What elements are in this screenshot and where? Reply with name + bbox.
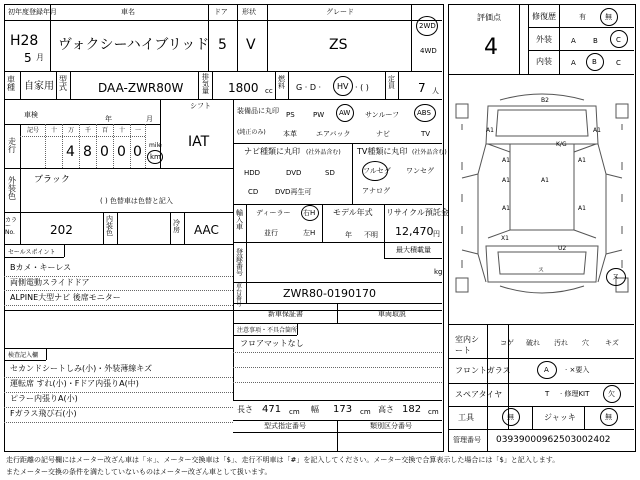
manage-label: 管理番号 — [453, 436, 481, 444]
spare-tire-none: 欠 — [608, 390, 615, 398]
plate-label: 車種 — [7, 75, 15, 92]
exterior-note: ( ) 色替車は色替と記入 — [100, 197, 173, 205]
front-glass-label: フロントガラス — [455, 366, 511, 375]
exterior-color: ブラック — [34, 175, 70, 185]
tv-analog: アナログ — [362, 187, 390, 195]
exterior-grade-c: C — [616, 36, 621, 44]
doors-value: 5 — [218, 37, 227, 53]
capacity-value: 7 — [418, 81, 426, 95]
interior-grade-a: A — [571, 59, 576, 67]
mark-kg: K/G — [556, 141, 567, 148]
mark-u2: U2 — [558, 245, 567, 252]
repair-no: 無 — [605, 13, 612, 21]
equip-tv: TV — [421, 130, 431, 138]
chassis-label: 車台番号 — [236, 283, 243, 308]
drive-2wd: 2WD — [419, 22, 436, 30]
interior-grade-b: B — [592, 58, 597, 66]
inspector-line-1: 運転席 すれ(小)・Fドア内張りA(中) — [10, 379, 139, 388]
chassis-value: ZWR80-0190170 — [283, 287, 377, 300]
ac-value: AAC — [194, 223, 219, 237]
tv-sub: (社外品含む) — [412, 149, 447, 156]
mileage-unit-mile: mile — [149, 142, 162, 149]
inspector-line-3: Fガラス飛び石(小) — [10, 409, 77, 418]
model-code: DAA-ZWR80W — [98, 81, 184, 95]
import-label: 輸入車 — [236, 209, 243, 231]
shift-label: シフト — [190, 102, 211, 110]
mileage-digit-1: 8 — [83, 144, 92, 160]
front-glass-replace: · ×要入 — [565, 366, 590, 374]
sheet-yogore: 汚れ — [554, 339, 568, 347]
mark-nu: ヌ — [612, 273, 619, 281]
shape-value: V — [246, 37, 256, 53]
mark-a1-3: A1 — [578, 157, 586, 164]
width-label: 幅 — [311, 405, 319, 414]
new-car-warranty: 新車保証書 — [268, 310, 303, 318]
mark-b2: B2 — [541, 97, 549, 104]
mark-a1-7: A1 — [578, 205, 586, 212]
tv-oneseg: ワンセグ — [406, 167, 434, 175]
manage-value: 03939000962503002402 — [496, 435, 611, 445]
exterior-label: 外装色 — [8, 176, 16, 201]
tools-value: 無 — [507, 413, 514, 421]
displacement-value: 1800 — [228, 81, 259, 95]
car-damage-diagram — [448, 74, 636, 324]
mileage-digit-0: 4 — [66, 144, 75, 160]
category-label: 類別区分番号 — [370, 422, 412, 430]
equip-navi: ナビ — [376, 130, 390, 138]
sales-point-1: 両側電動スライドドア — [10, 278, 90, 287]
equipment-label: 装備品に丸印 — [237, 107, 279, 115]
registration-label: 登録番号 — [236, 248, 243, 277]
mark-a1-5: A1 — [541, 177, 549, 184]
interior-grade-label: 内装 — [536, 57, 552, 66]
loading-label: 最大積載量 — [396, 246, 431, 254]
import-dealer: ディーラー — [256, 209, 291, 217]
model-year-value: 不明 — [364, 231, 378, 239]
mileage-digit-label-3: 千 — [85, 127, 92, 134]
navi-dvd: DVD — [286, 169, 302, 177]
shape-label: 形状 — [242, 8, 256, 16]
manual: 車両取説 — [378, 310, 406, 318]
sales-point-0: Bカメ・キーレス — [10, 263, 72, 272]
inspector-label: 検査記入欄 — [8, 352, 39, 359]
mark-x1: X1 — [501, 235, 509, 242]
repair-yes: 有 — [579, 13, 586, 21]
doors-label: ドア — [214, 8, 228, 16]
navi-label: ナビ種類に丸印 — [244, 147, 300, 156]
sheet-kizu: キズ — [605, 339, 619, 347]
jack-value: 無 — [605, 413, 612, 421]
mileage-digit-label-4: 百 — [102, 127, 109, 134]
tools-label: 工具 — [458, 413, 474, 422]
equip-airbag: エアバック — [316, 130, 351, 138]
mileage-digit-label-5: 十 — [119, 127, 126, 134]
capacity-unit: 人 — [432, 87, 439, 95]
import-parallel: 並行 — [264, 229, 278, 237]
loading-unit: kg — [434, 268, 443, 276]
mark-a1-0: A1 — [486, 127, 494, 134]
attention-label: 注意事項・不具合箇所 — [237, 327, 298, 334]
length-label: 長さ — [237, 405, 253, 414]
fuel-paren: · ( ) — [355, 83, 369, 92]
footer-line-2: またメーター交換の条件を満たしていないものはメーター改ざん車として扱います。 — [6, 468, 272, 476]
mark-su: ス — [538, 267, 545, 274]
height-value: 182 — [402, 404, 422, 415]
length-unit: cm — [289, 408, 300, 416]
equip-leather: 本革 — [283, 130, 297, 138]
inspector-line-2: ピラー内張りA(小) — [10, 394, 78, 403]
score-label: 評価点 — [477, 13, 501, 22]
recycle-value: 12,470 — [395, 225, 434, 238]
height-unit: cm — [428, 408, 439, 416]
exterior-grade-a: A — [571, 37, 576, 45]
fuel-hv: HV — [337, 82, 349, 91]
mileage-digit-label-1: 十 — [51, 127, 58, 134]
length-value: 471 — [262, 404, 282, 415]
recycle-unit: 円 — [433, 230, 440, 238]
import-left: 左H — [303, 229, 316, 237]
interior-grade-c: C — [616, 59, 621, 67]
model-label: 車名 — [121, 8, 135, 16]
usage-value: 自家用 — [24, 81, 54, 92]
mileage-digit-label-6: 一 — [135, 127, 142, 134]
equip-ps: PS — [286, 111, 295, 119]
spare-tire-kit: · 修理KIT — [560, 390, 590, 398]
equipment-sub: (純正のみ) — [237, 129, 266, 136]
first-reg-month: 5 — [24, 51, 32, 65]
interior-color-label: 内装色 — [106, 215, 113, 237]
mark-a1-4: A1 — [502, 177, 510, 184]
equip-sunroof: サンルーフ — [365, 111, 400, 119]
drive-4wd: 4WD — [420, 47, 437, 55]
model-year-label: モデル年式 — [333, 208, 373, 217]
capacity-label: 定員 — [388, 75, 395, 90]
recycle-label: リサイクル預託金 — [386, 208, 449, 217]
sheet-koge: コゲ — [500, 339, 514, 347]
mileage-digit-2: 0 — [100, 144, 109, 160]
month-unit: 月 — [36, 53, 44, 62]
sales-points-label: セールスポイント — [8, 249, 56, 256]
color-no-label: カラーNo. — [5, 217, 18, 236]
attention-line-0: フロアマットなし — [240, 339, 304, 348]
shift-value: IAT — [188, 134, 210, 150]
height-label: 高さ — [378, 405, 394, 414]
first-reg-label: 初年度登録年月 — [8, 8, 57, 16]
fuel-options: G · D · — [296, 83, 322, 92]
mileage-digit-label-0: 記号 — [27, 127, 40, 134]
width-unit: cm — [360, 408, 371, 416]
fuel-label: 燃料 — [278, 75, 285, 90]
mark-a1-6: A1 — [502, 205, 510, 212]
footer-line-1: 走行距離の記号欄にはメーター改ざん車は「＊」、メーター交換車は「$」、走行不明車は「#」を記入してください。メーター交換で合算表示した場合には「$」と記入します。 — [6, 456, 560, 464]
inspection-month-label: 月 — [146, 115, 153, 123]
front-glass-a: A — [544, 366, 549, 374]
interior-sheet-label: 室内シート — [455, 335, 479, 355]
ac-label: 冷房 — [173, 219, 180, 234]
cc-unit: cc — [265, 87, 273, 95]
exterior-grade-label: 外装 — [536, 35, 552, 44]
equip-aw: AW — [339, 109, 351, 117]
navi-dvd-play: DVD再生可 — [275, 188, 312, 196]
navi-cd: CD — [248, 188, 259, 196]
mileage-digit-4: 0 — [133, 144, 142, 160]
sheet-ana: 穴 — [582, 339, 589, 347]
inspector-line-0: セカンドシートしみ(小)・外装薄線キズ — [10, 364, 153, 373]
inspection-year-label: 年 — [105, 115, 112, 123]
exterior-grade-b: B — [593, 37, 598, 45]
navi-hdd: HDD — [244, 169, 261, 177]
mileage-digit-3: 0 — [117, 144, 126, 160]
tv-label: TV種類に丸印 — [357, 147, 408, 156]
jack-label: ジャッキ — [544, 413, 576, 422]
model-year-unit: 年 — [345, 231, 352, 239]
sheet-yabure: 破れ — [526, 339, 540, 347]
navi-sub: (社外品含む) — [306, 149, 341, 156]
grade-label: グレード — [326, 8, 354, 16]
mark-a1-1: A1 — [593, 127, 601, 134]
equip-pw: PW — [313, 111, 325, 119]
width-value: 173 — [333, 404, 353, 415]
spare-tire-label: スペアタイヤ — [455, 390, 503, 399]
grade-value: ZS — [329, 37, 348, 53]
repair-label: 修復歴 — [532, 12, 556, 21]
mileage-label: 走行 — [8, 137, 16, 154]
mileage-unit-km: km — [150, 153, 161, 161]
model-name: ヴォクシーハイブリッド — [58, 37, 210, 53]
color-no-value: 202 — [50, 223, 73, 237]
type-spec-label: 型式指定番号 — [264, 422, 306, 430]
score-value: 4 — [484, 35, 498, 60]
model-code-label: 型式 — [59, 75, 67, 92]
import-right: 右H — [303, 209, 316, 217]
first-reg-year: H28 — [10, 33, 39, 49]
spare-tire-t: T — [545, 390, 550, 398]
equip-abs: ABS — [417, 109, 431, 117]
navi-sd: SD — [325, 169, 335, 177]
inspection-label: 車検 — [24, 111, 38, 119]
mark-a1-2: A1 — [502, 157, 510, 164]
mileage-digit-label-2: 万 — [68, 127, 75, 134]
displacement-label: 排気量 — [202, 73, 209, 95]
sales-point-2: ALPINE大型ナビ 後席モニター — [10, 293, 121, 302]
tv-fullseg: フルセグ — [363, 167, 391, 175]
